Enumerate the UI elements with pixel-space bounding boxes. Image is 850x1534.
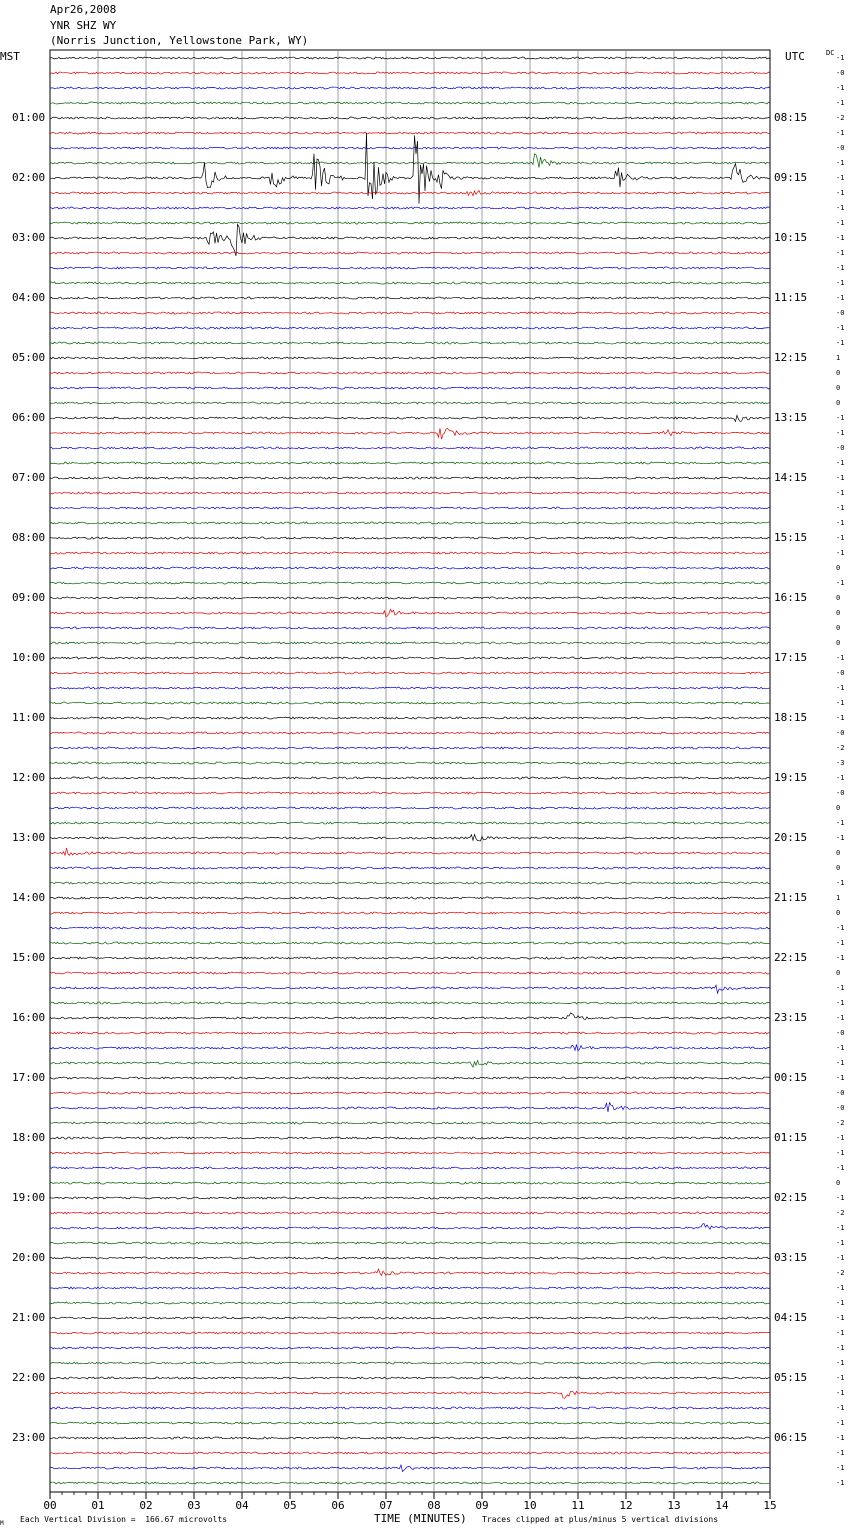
- dc-offset-label: -1: [836, 1224, 845, 1232]
- trace-row-58: [50, 927, 770, 929]
- x-tick-label: 10: [523, 1499, 537, 1512]
- trace-row-50: [50, 807, 770, 809]
- dc-offset-label: -0: [836, 1104, 845, 1112]
- dc-title: DC: [826, 49, 835, 57]
- dc-offset-label: -1: [836, 204, 845, 212]
- x-tick-label: 03: [187, 1499, 201, 1512]
- dc-offset-label: -1: [836, 339, 845, 347]
- dc-offset-label: -1: [836, 519, 845, 527]
- dc-offset-label: -3: [836, 759, 845, 767]
- dc-offset-label: 0: [836, 624, 841, 632]
- dc-offset-label: 1: [836, 354, 841, 362]
- trace-row-39: [50, 642, 770, 644]
- dc-offset-label: -1: [836, 504, 845, 512]
- dc-offset-label: -1: [836, 954, 845, 962]
- dc-offset-label: 0: [836, 609, 841, 617]
- dc-offset-label: -1: [836, 699, 845, 707]
- dc-offset-label: -1: [836, 1074, 845, 1082]
- x-tick-label: 12: [619, 1499, 633, 1512]
- right-hour-label: 18:15: [774, 711, 808, 724]
- right-hour-label: 13:15: [774, 411, 808, 424]
- trace-row-67: [50, 1060, 770, 1067]
- x-tick-label: 09: [475, 1499, 489, 1512]
- right-hour-label: 09:15: [774, 171, 808, 184]
- trace-row-68: [50, 1077, 770, 1079]
- dc-offset-label: 1: [836, 894, 841, 902]
- dc-offset-label: -1: [836, 1464, 845, 1472]
- trace-row-27: [50, 462, 770, 464]
- trace-row-93: [50, 1452, 770, 1454]
- dc-offset-label: -1: [836, 1254, 845, 1262]
- left-hour-label: 16:00: [12, 1011, 46, 1024]
- trace-row-56: [50, 897, 770, 899]
- dc-offset-label: -1: [836, 459, 845, 467]
- dc-offset-label: -1: [836, 249, 845, 257]
- left-hour-label: 23:00: [12, 1431, 46, 1444]
- trace-row-16: [50, 297, 770, 299]
- trace-row-9: [50, 191, 770, 196]
- dc-offset-label: -1: [836, 1479, 845, 1487]
- trace-row-52: [50, 834, 770, 841]
- x-tick-label: 02: [139, 1499, 153, 1512]
- trace-row-71: [50, 1122, 770, 1124]
- dc-offset-label: -1: [836, 324, 845, 332]
- dc-offset-label: -1: [836, 774, 845, 782]
- left-hour-label: 08:00: [12, 531, 46, 544]
- trace-row-5: [50, 132, 770, 134]
- x-tick-label: 04: [235, 1499, 249, 1512]
- trace-row-35: [50, 582, 770, 584]
- left-hour-label: 11:00: [12, 711, 46, 724]
- trace-row-85: [50, 1332, 770, 1334]
- trace-row-62: [50, 985, 770, 993]
- dc-offset-label: -2: [836, 744, 845, 752]
- trace-row-77: [50, 1212, 770, 1214]
- trace-row-86: [50, 1347, 770, 1349]
- trace-row-36: [50, 597, 770, 599]
- dc-offset-label: -1: [836, 84, 845, 92]
- x-tick-label: 15: [763, 1499, 777, 1512]
- trace-row-33: [50, 552, 770, 554]
- trace-row-66: [50, 1045, 770, 1051]
- dc-offset-label: -1: [836, 999, 845, 1007]
- trace-row-95: [50, 1482, 770, 1484]
- dc-offset-label: 0: [836, 564, 841, 572]
- dc-offset-label: -0: [836, 1089, 845, 1097]
- dc-offset-label: -0: [836, 729, 845, 737]
- right-axis-title: UTC: [785, 50, 805, 63]
- x-tick-label: 08: [427, 1499, 441, 1512]
- left-hour-label: 06:00: [12, 411, 46, 424]
- dc-offset-label: -1: [836, 489, 845, 497]
- trace-row-43: [50, 702, 770, 704]
- dc-offset-label: -1: [836, 1344, 845, 1352]
- dc-offset-label: -1: [836, 429, 845, 437]
- left-hour-label: 13:00: [12, 831, 46, 844]
- dc-offset-label: 0: [836, 369, 841, 377]
- left-hour-label: 10:00: [12, 651, 46, 664]
- dc-offset-label: 0: [836, 1179, 841, 1187]
- x-tick-label: 01: [91, 1499, 105, 1512]
- trace-row-70: [50, 1103, 770, 1112]
- dc-offset-label: -1: [836, 189, 845, 197]
- trace-row-49: [50, 792, 770, 794]
- trace-row-26: [50, 447, 770, 449]
- left-hour-label: 14:00: [12, 891, 46, 904]
- left-hour-label: 20:00: [12, 1251, 46, 1264]
- dc-offset-label: -1: [836, 1299, 845, 1307]
- dc-offset-label: -1: [836, 834, 845, 842]
- dc-offset-label: -1: [836, 1404, 845, 1412]
- right-hour-label: 23:15: [774, 1011, 808, 1024]
- trace-row-80: [50, 1257, 770, 1259]
- right-hour-label: 05:15: [774, 1371, 808, 1384]
- dc-offset-label: -1: [836, 1059, 845, 1067]
- dc-offset-label: -1: [836, 414, 845, 422]
- trace-row-91: [50, 1422, 770, 1424]
- right-hour-label: 16:15: [774, 591, 808, 604]
- trace-row-76: [50, 1197, 770, 1199]
- left-hour-label: 05:00: [12, 351, 46, 364]
- trace-row-54: [50, 867, 770, 869]
- trace-row-42: [50, 687, 770, 689]
- left-hour-label: 09:00: [12, 591, 46, 604]
- right-hour-label: 15:15: [774, 531, 808, 544]
- trace-row-63: [50, 1002, 770, 1004]
- dc-offset-label: -1: [836, 924, 845, 932]
- dc-offset-label: -1: [836, 579, 845, 587]
- dc-offset-label: -0: [836, 144, 845, 152]
- dc-offset-label: -1: [836, 1374, 845, 1382]
- trace-row-37: [50, 609, 770, 617]
- right-hour-label: 01:15: [774, 1131, 808, 1144]
- trace-row-1: [50, 72, 770, 74]
- x-tick-label: 07: [379, 1499, 393, 1512]
- trace-row-94: [50, 1465, 770, 1472]
- trace-row-25: [50, 428, 770, 439]
- dc-offset-label: -1: [836, 1314, 845, 1322]
- dc-offset-label: 0: [836, 969, 841, 977]
- corner-mark: M: [0, 1520, 4, 1527]
- dc-offset-label: -1: [836, 939, 845, 947]
- trace-row-72: [50, 1137, 770, 1139]
- trace-row-73: [50, 1152, 770, 1154]
- minute-grid: [50, 50, 770, 1492]
- trace-row-84: [50, 1317, 770, 1319]
- x-axis-title: TIME (MINUTES): [374, 1512, 467, 1525]
- dc-offset-label: -1: [836, 294, 845, 302]
- right-hour-label: 17:15: [774, 651, 808, 664]
- trace-row-32: [50, 537, 770, 539]
- dc-offset-label: -0: [836, 444, 845, 452]
- left-hour-label: 17:00: [12, 1071, 46, 1084]
- left-axis-title: MST: [0, 50, 20, 63]
- traces: [50, 57, 770, 1484]
- trace-row-10: [50, 207, 770, 209]
- trace-row-69: [50, 1092, 770, 1094]
- trace-row-12: [50, 224, 770, 256]
- trace-row-64: [50, 1013, 770, 1020]
- trace-row-75: [50, 1182, 770, 1184]
- dc-offset-label: 0: [836, 849, 841, 857]
- trace-row-92: [50, 1437, 770, 1439]
- trace-row-6: [50, 147, 770, 149]
- trace-row-40: [50, 657, 770, 659]
- dc-offset-label: -1: [836, 219, 845, 227]
- trace-row-17: [50, 312, 770, 314]
- dc-offset-label: -1: [836, 1044, 845, 1052]
- right-hour-label: 00:15: [774, 1071, 808, 1084]
- dc-offset-label: 0: [836, 384, 841, 392]
- dc-offset-label: -1: [836, 54, 845, 62]
- dc-offset-label: 0: [836, 909, 841, 917]
- dc-offset-label: -1: [836, 1014, 845, 1022]
- dc-offset-label: -2: [836, 114, 845, 122]
- dc-offset-label: -1: [836, 714, 845, 722]
- trace-row-4: [50, 117, 770, 119]
- dc-offset-label: 0: [836, 804, 841, 812]
- dc-offset-label: -1: [836, 174, 845, 182]
- trace-row-18: [50, 327, 770, 329]
- station-label: YNR SHZ WY: [50, 19, 117, 32]
- right-hour-label: 14:15: [774, 471, 808, 484]
- trace-row-60: [50, 957, 770, 959]
- trace-row-30: [50, 507, 770, 509]
- dc-offset-label: -1: [836, 819, 845, 827]
- x-tick-label: 00: [43, 1499, 57, 1512]
- right-hour-label: 06:15: [774, 1431, 808, 1444]
- trace-row-59: [50, 942, 770, 944]
- division-note: Each Vertical Division = 166.67 microvolts: [20, 1515, 228, 1524]
- right-hour-label: 03:15: [774, 1251, 808, 1264]
- trace-row-51: [50, 822, 770, 824]
- trace-row-19: [50, 342, 770, 344]
- dc-offset-label: -1: [836, 159, 845, 167]
- trace-row-0: [50, 57, 770, 59]
- trace-row-13: [50, 252, 770, 254]
- x-tick-label: 14: [715, 1499, 729, 1512]
- dc-offset-label: -1: [836, 684, 845, 692]
- dc-offset-label: -0: [836, 789, 845, 797]
- trace-row-78: [50, 1224, 770, 1230]
- trace-row-88: [50, 1377, 770, 1379]
- trace-row-53: [50, 848, 770, 855]
- dc-offset-label: -0: [836, 669, 845, 677]
- trace-row-38: [50, 627, 770, 629]
- trace-row-89: [50, 1391, 770, 1398]
- right-hour-label: 21:15: [774, 891, 808, 904]
- trace-row-14: [50, 267, 770, 269]
- left-hour-label: 19:00: [12, 1191, 46, 1204]
- trace-row-81: [50, 1269, 770, 1276]
- trace-row-7: [50, 154, 770, 168]
- trace-row-3: [50, 102, 770, 104]
- x-tick-label: 05: [283, 1499, 297, 1512]
- dc-offset-label: -0: [836, 309, 845, 317]
- dc-offset-label: -2: [836, 1269, 845, 1277]
- left-hour-label: 02:00: [12, 171, 46, 184]
- trace-row-31: [50, 522, 770, 524]
- trace-row-24: [50, 415, 770, 421]
- trace-row-82: [50, 1287, 770, 1289]
- dc-offset-label: -1: [836, 1419, 845, 1427]
- x-tick-label: 11: [571, 1499, 585, 1512]
- left-hour-label: 07:00: [12, 471, 46, 484]
- trace-row-41: [50, 672, 770, 674]
- trace-row-61: [50, 972, 770, 974]
- trace-row-29: [50, 492, 770, 494]
- dc-offset-label: -1: [836, 1449, 845, 1457]
- x-tick-label: 06: [331, 1499, 345, 1512]
- dc-offset-label: -1: [836, 1134, 845, 1142]
- trace-row-15: [50, 282, 770, 284]
- trace-row-11: [50, 222, 770, 224]
- trace-row-45: [50, 732, 770, 734]
- dc-offset-label: -1: [836, 1284, 845, 1292]
- left-hour-label: 21:00: [12, 1311, 46, 1324]
- dc-offset-label: -1: [836, 879, 845, 887]
- dc-offset-label: -1: [836, 279, 845, 287]
- dc-offset-label: -1: [836, 1149, 845, 1157]
- dc-offset-label: -1: [836, 474, 845, 482]
- dc-offset-label: -1: [836, 534, 845, 542]
- right-hour-label: 08:15: [774, 111, 808, 124]
- x-tick-label: 13: [667, 1499, 681, 1512]
- left-hour-label: 22:00: [12, 1371, 46, 1384]
- dc-offset-label: 0: [836, 399, 841, 407]
- right-hour-label: 22:15: [774, 951, 808, 964]
- trace-row-47: [50, 762, 770, 764]
- dc-offset-label: 0: [836, 864, 841, 872]
- trace-row-74: [50, 1167, 770, 1169]
- trace-row-2: [50, 87, 770, 89]
- trace-row-22: [50, 387, 770, 389]
- right-hour-label: 20:15: [774, 831, 808, 844]
- dc-offset-label: -1: [836, 129, 845, 137]
- right-hour-label: 04:15: [774, 1311, 808, 1324]
- trace-row-48: [50, 777, 770, 779]
- dc-offset-label: 0: [836, 594, 841, 602]
- dc-offset-label: -1: [836, 984, 845, 992]
- trace-row-46: [50, 747, 770, 749]
- trace-row-65: [50, 1032, 770, 1034]
- dc-offset-label: -0: [836, 69, 845, 77]
- dc-offset-label: -1: [836, 1164, 845, 1172]
- dc-offset-label: -1: [836, 654, 845, 662]
- trace-row-79: [50, 1242, 770, 1244]
- left-hour-label: 03:00: [12, 231, 46, 244]
- dc-offset-label: -1: [836, 1359, 845, 1367]
- trace-row-44: [50, 717, 770, 719]
- right-hour-label: 12:15: [774, 351, 808, 364]
- time-axis: [43, 1492, 776, 1512]
- trace-row-57: [50, 912, 770, 914]
- dc-offset-label: -2: [836, 1209, 845, 1217]
- trace-row-34: [50, 567, 770, 569]
- date-label: Apr26,2008: [50, 3, 117, 16]
- trace-row-87: [50, 1362, 770, 1364]
- clip-note: Traces clipped at plus/minus 5 vertical divisions: [482, 1515, 719, 1524]
- trace-row-55: [50, 882, 770, 884]
- dc-offset-label: -1: [836, 1389, 845, 1397]
- trace-row-90: [50, 1407, 770, 1409]
- right-hour-label: 11:15: [774, 291, 808, 304]
- trace-row-83: [50, 1302, 770, 1304]
- dc-offset-label: -0: [836, 1029, 845, 1037]
- left-hour-label: 12:00: [12, 771, 46, 784]
- right-hour-label: 02:15: [774, 1191, 808, 1204]
- left-hour-label: 01:00: [12, 111, 46, 124]
- dc-offset-label: 0: [836, 639, 841, 647]
- dc-offset-label: -1: [836, 264, 845, 272]
- right-hour-label: 19:15: [774, 771, 808, 784]
- left-hour-label: 18:00: [12, 1131, 46, 1144]
- dc-offset-label: -1: [836, 99, 845, 107]
- trace-row-23: [50, 402, 770, 404]
- dc-offset-label: -1: [836, 1194, 845, 1202]
- dc-offset-label: -1: [836, 549, 845, 557]
- trace-row-21: [50, 372, 770, 374]
- trace-row-28: [50, 477, 770, 479]
- location-label: (Norris Junction, Yellowstone Park, WY): [50, 34, 309, 47]
- left-hour-label: 04:00: [12, 291, 46, 304]
- dc-offset-label: -2: [836, 1119, 845, 1127]
- dc-offset-label: -1: [836, 1434, 845, 1442]
- left-hour-label: 15:00: [12, 951, 46, 964]
- trace-row-20: [50, 357, 770, 359]
- plot-frame: [50, 50, 770, 1492]
- right-hour-label: 10:15: [774, 231, 808, 244]
- dc-offset-label: -1: [836, 1239, 845, 1247]
- dc-offset-label: -1: [836, 1329, 845, 1337]
- dc-offset-label: -1: [836, 234, 845, 242]
